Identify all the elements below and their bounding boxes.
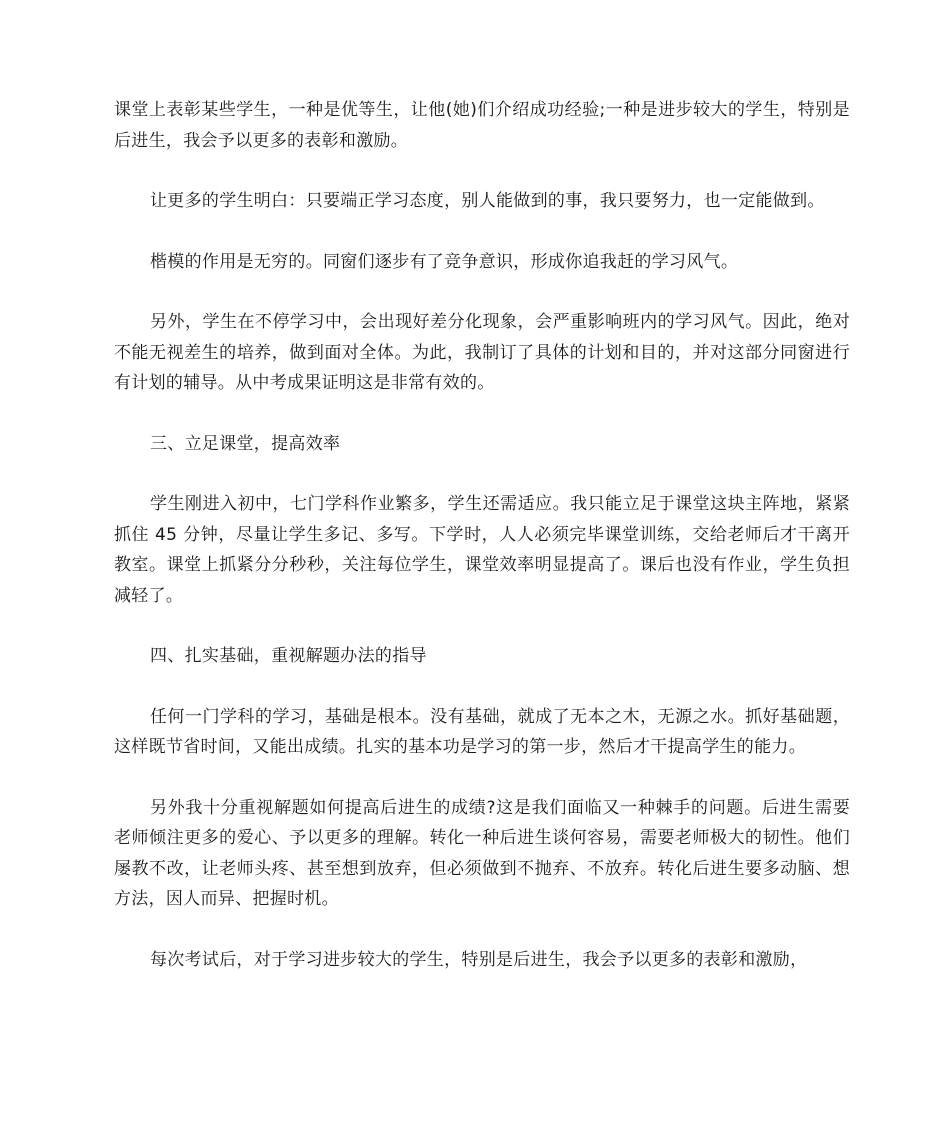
section-heading-classroom-efficiency: 三、立足课堂，提高效率 [150,433,341,454]
paragraph-after-exams: 每次考试后，对于学习进步较大的学生，特别是后进生，我会予以更多的表彰和激励， [150,949,808,970]
paragraph-underachievers: 另外，学生在不停学习中，会出现好差分化现象，会严重影响班内的学习风气。因此，绝对不能无视差生的培养，做到面对全体。为此，我制订了具体的计划和目的，并对这部分同窗进行有计划的辅导。从中考成果证明这是非常有效的。 [114,312,850,393]
document-body [114,95,850,1005]
paragraph-foundation: 任何一门学科的学习，基础是根本。没有基础，就成了无本之木，无源之水。抓好基础题，这样既节省时间，又能出成绩。扎实的基本功是学习的第一步，然后才干提高学生的能力。 [114,706,850,757]
paragraph-attitude: 让更多的学生明白：只要端正学习态度，别人能做到的事，我只要努力，也一定能做到。 [150,191,825,211]
paragraph-role-model: 楷模的作用是无穷的。同窗们逐步有了竞争意识，形成你追我赶的学习风气。 [150,251,739,272]
paragraph-problem-solving: 另外我十分重视解题如何提高后进生的成绩?这是我们面临又一种棘手的问题。后进生需要老师倾注更多的爱心、予以更多的理解。转化一种后进生谈何容易，需要老师极大的韧性。他们屡教不改，让老师头疼、甚至想到放弃，但必须做到不抛弃、不放弃。转化后进生要多动脑、想方法，因人而异、把握时机。 [114,797,850,909]
paragraph-classroom: 学生刚进入初中，七门学科作业繁多，学生还需适应。我只能立足于课堂这块主阵地，紧紧抓住 45 分钟，尽量让学生多记、多写。下学时，人人必须完毕课堂训练，交给老师后才干离开教室。课堂上抓紧分分秒秒，关注每位学生，课堂效率明显提高了。课后也没有作业，学生负担减轻了。 [114,494,850,606]
paragraph-praise-students: 课堂上表彰某些学生，一种是优等生，让他(她)们介绍成功经验;一种是进步较大的学生，特别是后进生，我会予以更多的表彰和激励。 [114,100,850,151]
section-heading-solid-foundation: 四、扎实基础，重视解题办法的指导 [150,646,427,666]
